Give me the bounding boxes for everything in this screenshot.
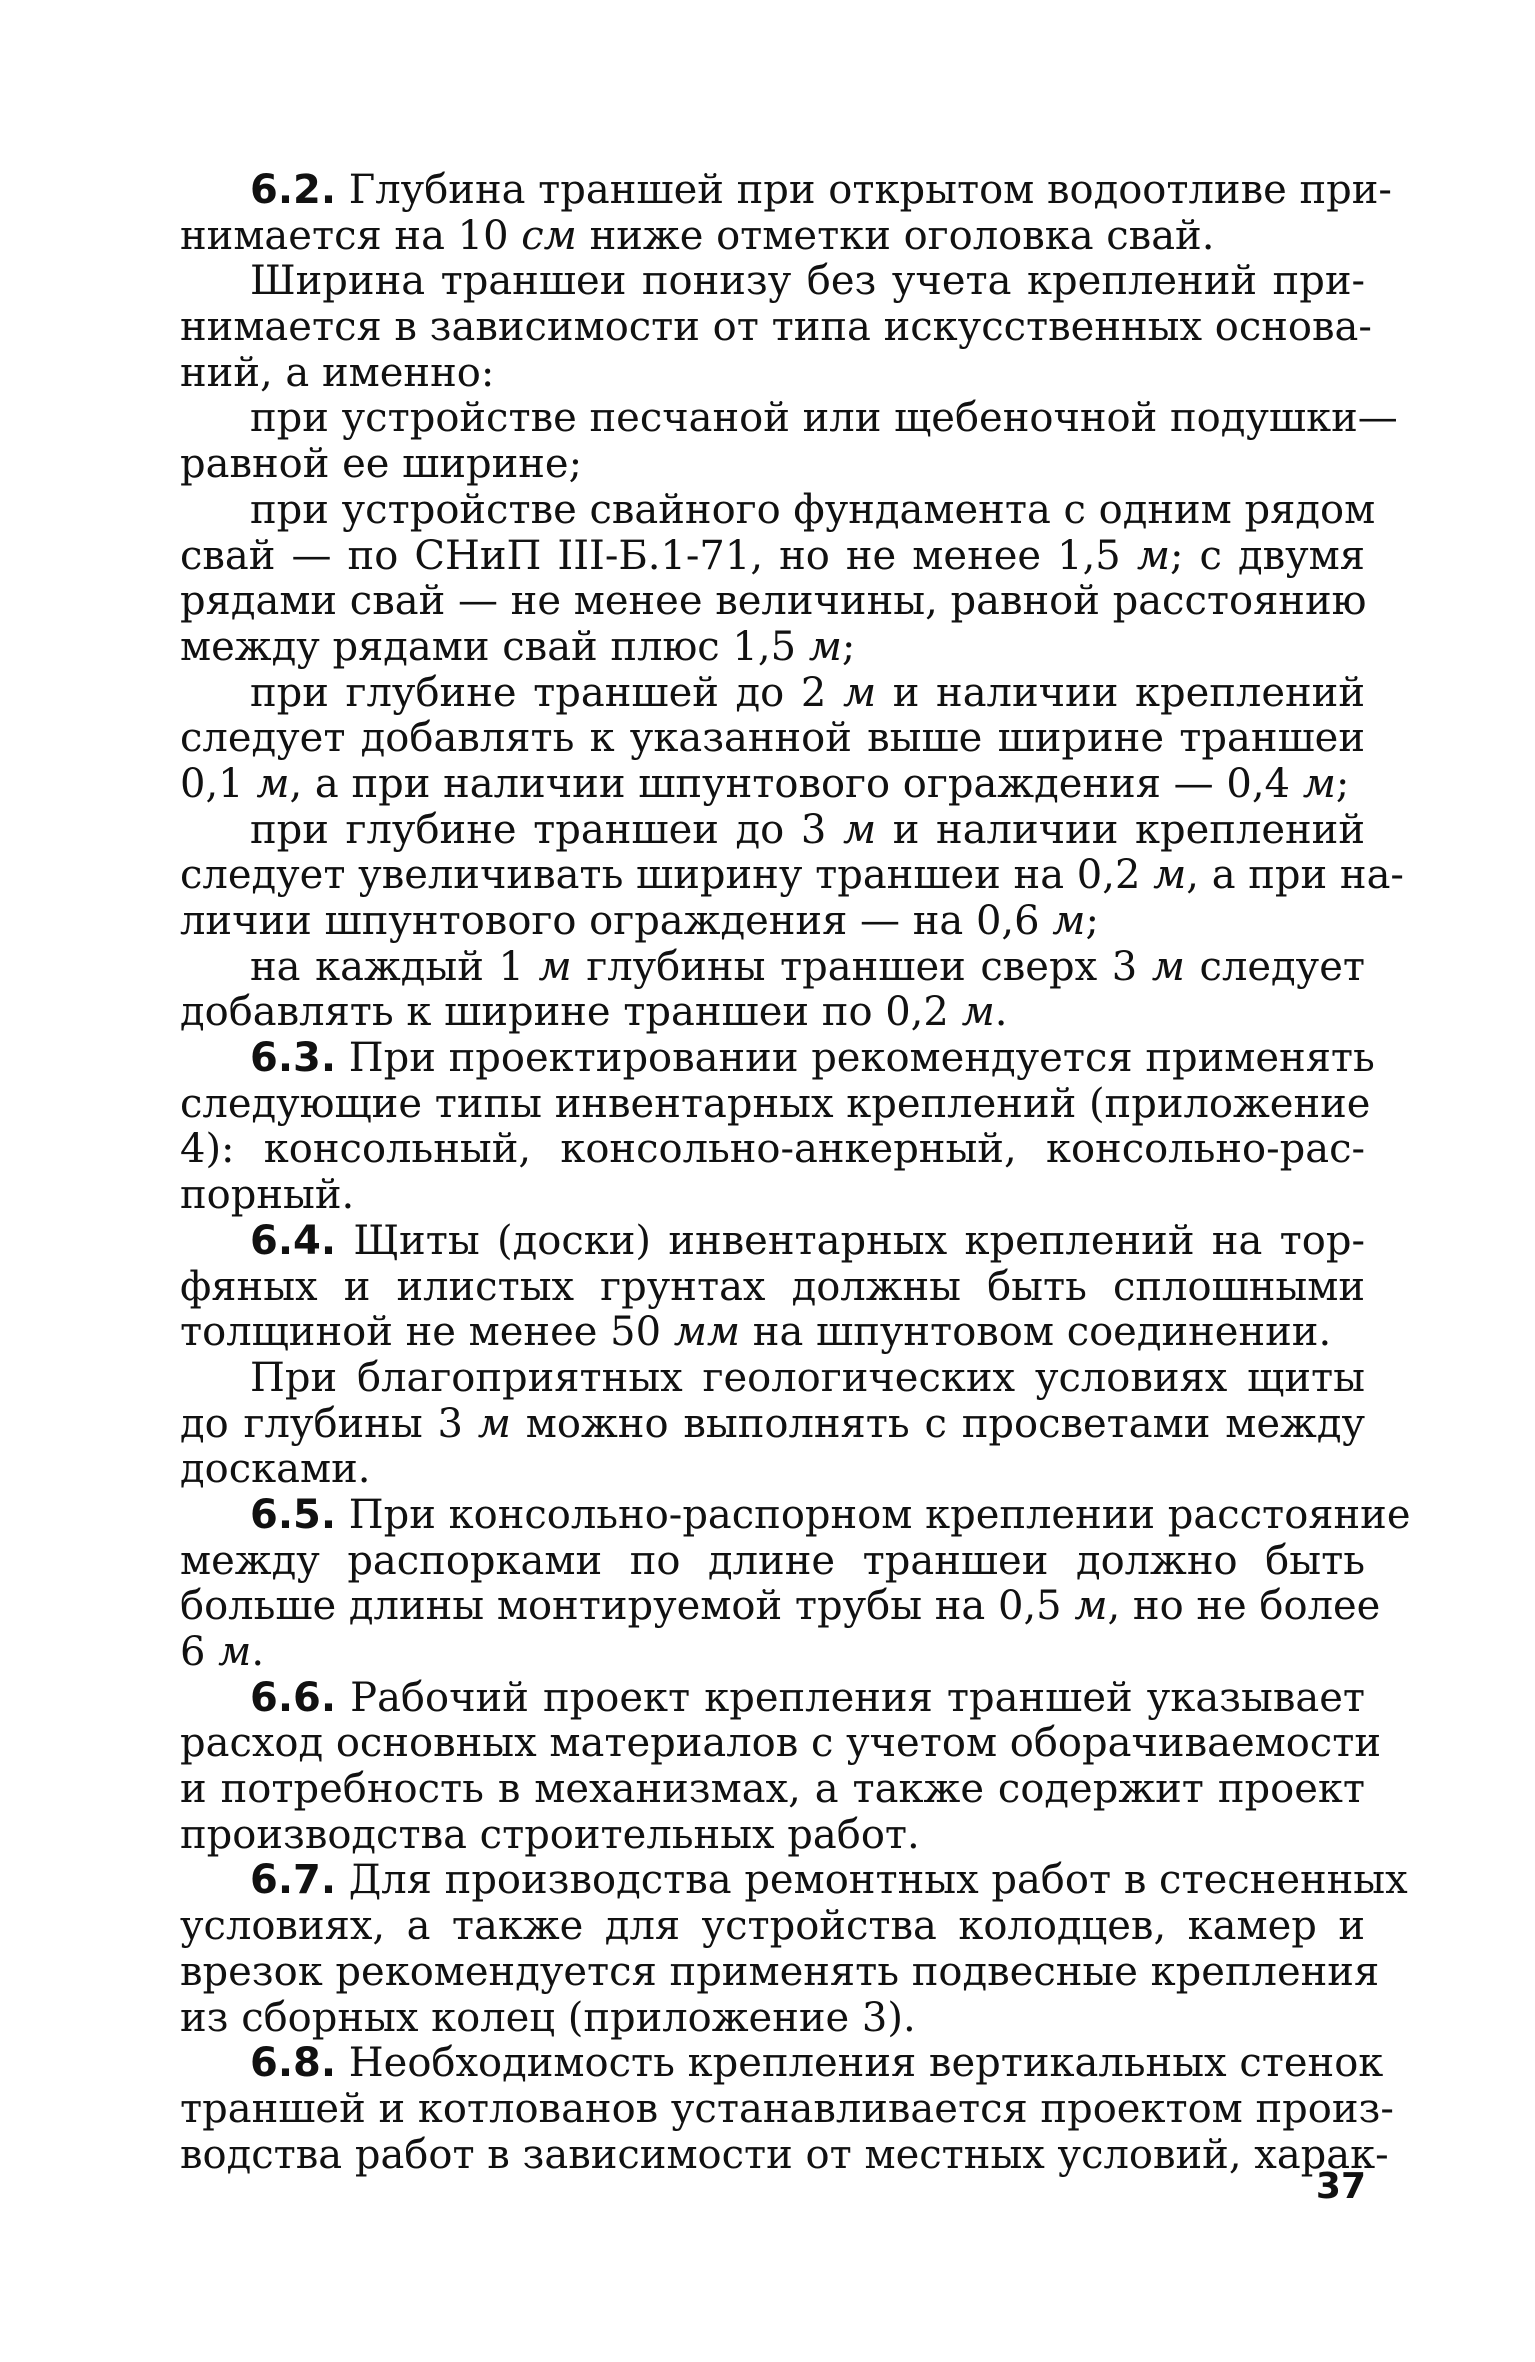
p6-8-line-2: траншей и котлованов устанавливается проектом произ- bbox=[180, 2085, 1394, 2132]
p6-2-width-line-1: Ширина траншеи понизу без учета креплений при- bbox=[250, 258, 1365, 305]
clause-number-6-7: 6.7. bbox=[250, 1857, 337, 1904]
p6-6-line-2: расход основных материалов с учетом оборачиваемости bbox=[180, 1720, 1381, 1767]
p6-2-line-1: 6.2. Глубина траншей при открытом водоотливе при- bbox=[250, 167, 1392, 213]
p6-2-sand-line-1: при устройстве песчаной или щебеночной подушки— bbox=[250, 395, 1398, 442]
p6-5-line-3: больше длины монтируемой трубы на 0,5 м, но не более bbox=[180, 1583, 1381, 1630]
p6-2-line-2: нимается на 10 см ниже отметки оголовка свай. bbox=[180, 212, 1215, 259]
p6-7-line-3: врезок рекомендуется применять подвесные крепления bbox=[180, 1948, 1380, 1995]
p6-6-line-3: и потребность в механизмах, а также содержит проект bbox=[180, 1766, 1365, 1813]
p6-2-piles-line-2: свай — по СНиП III-Б.1-71, но не менее 1,5 м; с двумя bbox=[180, 532, 1366, 579]
p6-6-line-4: производства строительных работ. bbox=[180, 1811, 920, 1858]
p6-2-depth2-line-1: при глубине траншей до 2 м и наличии креплений bbox=[250, 669, 1365, 716]
clause-number-6-6: 6.6. bbox=[250, 1674, 337, 1721]
p6-2-piles-line-4: между рядами свай плюс 1,5 м; bbox=[180, 623, 856, 670]
p6-2-depth2-line-2: следует добавлять к указанной выше ширине траншеи bbox=[180, 715, 1365, 762]
p6-3-line-2: следующие типы инвентарных креплений (приложение bbox=[180, 1080, 1371, 1127]
p6-3-line-3: 4): консольный, консольно-анкерный, консольно-рас- bbox=[180, 1126, 1365, 1173]
page-number: 37 bbox=[1315, 2166, 1366, 2207]
p6-4-line-1: 6.4. Щиты (доски) инвентарных креплений на тор- bbox=[250, 1217, 1365, 1264]
p6-2-each-line-1: на каждый 1 м глубины траншеи сверх 3 м следует bbox=[250, 943, 1365, 990]
p6-2-piles-line-3: рядами свай — не менее величины, равной расстоянию bbox=[180, 578, 1367, 625]
p6-2-depth2-line-3: 0,1 м, а при наличии шпунтового ограждения — 0,4 м; bbox=[180, 760, 1350, 807]
p6-2-depth3-line-3: личии шпунтового ограждения — на 0,6 м; bbox=[180, 898, 1099, 944]
p6-7-line-1: 6.7. Для производства ремонтных работ в стесненных bbox=[250, 1857, 1408, 1904]
p6-4b-line-3: досками. bbox=[180, 1446, 371, 1493]
clause-number-6-5: 6.5. bbox=[250, 1491, 337, 1538]
p6-7-line-4: из сборных колец (приложение 3). bbox=[180, 1994, 916, 2041]
p6-3-line-1: 6.3. При проектировании рекомендуется применять bbox=[250, 1035, 1375, 1082]
p6-4b-line-2: до глубины 3 м можно выполнять с просветами между bbox=[180, 1400, 1365, 1447]
document-body bbox=[180, 167, 1411, 2178]
p6-4b-line-1: При благоприятных геологических условиях щиты bbox=[250, 1354, 1365, 1401]
clause-number-6-8: 6.8. bbox=[250, 2040, 337, 2087]
p6-2-depth3-line-1: при глубине траншеи до 3 м и наличии креплений bbox=[250, 806, 1365, 853]
clause-number-6-3: 6.3. bbox=[250, 1035, 337, 1082]
p6-5-line-4: 6 м. bbox=[180, 1629, 265, 1675]
p6-2-sand-line-2: равной ее ширине; bbox=[180, 441, 583, 488]
p6-6-line-1: 6.6. Рабочий проект крепления траншей указывает bbox=[250, 1674, 1365, 1721]
p6-2-each-line-2: добавлять к ширине траншеи по 0,2 м. bbox=[180, 989, 1008, 1036]
p6-7-line-2: условиях, а также для устройства колодцев, камер и bbox=[180, 1903, 1365, 1950]
p6-2-depth3-line-2: следует увеличивать ширину траншеи на 0,2 м, а при на- bbox=[180, 852, 1404, 899]
p6-5-line-1: 6.5. При консольно-распорном креплении расстояние bbox=[250, 1491, 1411, 1538]
p6-5-line-2: между распорками по длине траншеи должно быть bbox=[180, 1537, 1365, 1584]
p6-4-line-3: толщиной не менее 50 мм на шпунтовом соединении. bbox=[180, 1309, 1332, 1356]
p6-4-line-2: фяных и илистых грунтах должны быть сплошными bbox=[180, 1263, 1365, 1310]
p6-2-piles-line-1: при устройстве свайного фундамента с одним рядом bbox=[250, 486, 1376, 533]
p6-2-width-line-2: нимается в зависимости от типа искусственных основа- bbox=[180, 304, 1372, 351]
clause-number-6-4: 6.4. bbox=[250, 1217, 337, 1264]
p6-2-width-line-3: ний, а именно: bbox=[180, 349, 495, 396]
p6-3-line-4: порный. bbox=[180, 1172, 355, 1219]
p6-8-line-1: 6.8. Необходимость крепления вертикальных стенок bbox=[250, 2040, 1384, 2087]
p6-8-line-3: водства работ в зависимости от местных условий, харак- bbox=[180, 2131, 1389, 2178]
clause-number-6-2: 6.2. bbox=[250, 167, 337, 213]
